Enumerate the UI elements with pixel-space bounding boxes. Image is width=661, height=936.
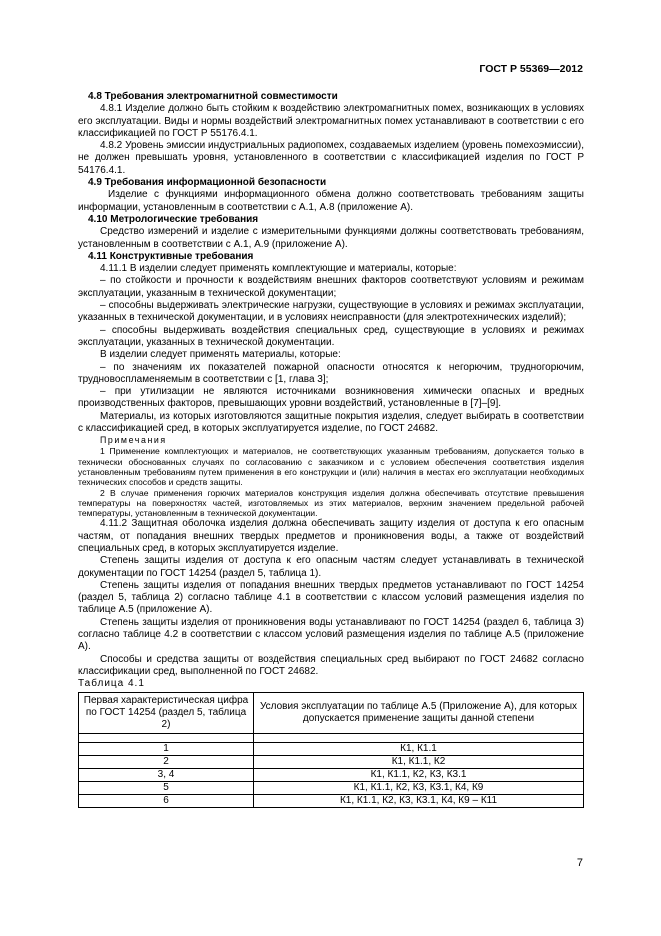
table-cell-conditions: К1, К1.1: [254, 742, 584, 755]
page-number: 7: [576, 857, 583, 869]
paragraph-water: Степень защиты изделия от проникновения воды устанавливают по ГОСТ 14254 (раздел 6, таблица 3) согласно таблице 4.2 в соответствии с классом условий размещения изделия по таблице А.5 (приложение А).: [78, 616, 584, 653]
section-heading-4-11: 4.11 Конструктивные требования: [88, 250, 254, 262]
paragraph-solid-objects: Степень защиты изделия от попадания внешних твердых предметов устанавливают по ГОСТ 14254 (раздел 5, таблица 2) согласно таблице 4.1 в соответствии с классом условий размещения изделия по таблице А.5 (приложение А).: [78, 579, 584, 616]
table-row: [79, 781, 584, 794]
table-header-row: [79, 692, 584, 733]
table-cell-digit: 2: [79, 755, 254, 768]
paragraph-4-9: Изделие с функциями информационного обмена должно соответствовать требованиям защиты информации, установленным в соответствии с А.1, А.8 (приложение А).: [78, 189, 584, 213]
table-row: [79, 794, 584, 807]
note-1: 1 Применение комплектующих и материалов, не соответствующих указанным требованиям, допускается только в технически обоснованных случаях по согласованию с заказчиком и с условием обеспечения соответствия изделия установленным требованиям путем применения в его конструкции и (или) наличия в местах его эксплуатации необходимых технических способов и средств защиты.: [78, 446, 584, 488]
section-heading-4-9: 4.9 Требования информационной безопасности: [88, 177, 327, 189]
notes-label: Примечания: [100, 435, 167, 446]
paragraph-4-8-2: 4.8.2 Уровень эмиссии индустриальных радиопомех, создаваемых изделием (уровень помехоэмиссии), не должен превышать уровня, установленного в соответствии с классификацией изделия по ГОСТ Р 54176.4.1.: [78, 140, 584, 176]
table-cell: [79, 733, 254, 742]
table-cell: [254, 733, 584, 742]
paragraph-4-8-1: 4.8.1 Изделие должно быть стойким к воздействию электромагнитных помех, возникающих в условиях его эксплуатации. Виды и нормы воздействий электромагнитных помех устанавливают в соответствии с его классификацией по ГОСТ Р 55176.4.1.: [78, 103, 584, 139]
paragraph-coatings: Материалы, из которых изготовляются защитные покрытия изделия, следует выбирать в соответствии с классификацией сред, в которых эксплуатируется изделие, по ГОСТ 24682.: [78, 410, 584, 435]
table-cell-digit: 5: [79, 781, 254, 794]
note-2: 2 В случае применения горючих материалов конструкция изделия должна обеспечивать отсутствие превышения температуры на поверхностях частей, изготовляемых из этих материалов, верхним значением предельной рабочей температуры, установленным в технической документации.: [78, 487, 584, 519]
table-header-conditions: Условия эксплуатации по таблице А.5 (Приложение А), для которых допускается применение защиты данной степени: [254, 692, 584, 733]
list-item: – при утилизации не являются источниками возникновения химически опасных и вредных производственных факторов, превышающих уровни воздействий, установленные в [7]–[9].: [78, 386, 584, 410]
section-heading-4-8: 4.8 Требования электромагнитной совместимости: [88, 91, 338, 102]
table-cell-digit: 6: [79, 794, 254, 807]
paragraph-4-11-2: 4.11.2 Защитная оболочка изделия должна обеспечивать защиту изделия от доступа к его опасным частям, от попадания внешних твердых предметов и проникновения воды, а также от воздействий специальных сред, в которых эксплуатируется изделие.: [78, 518, 584, 554]
paragraph-access-protection: Степень защиты изделия от доступа к его опасным частям следует устанавливать в технической документации по ГОСТ 14254 (раздел 5, таблица 1).: [78, 555, 584, 579]
list-item: – по значениям их показателей пожарной опасности относятся к негорючим, трудногорючим, трудновоспламеняемым в соответствии с [1, глава 3];: [78, 361, 584, 385]
table-header-digit: Первая характеристическая цифра по ГОСТ 14254 (раздел 5, таблица 2): [79, 692, 254, 733]
table-spacer-row: [79, 733, 584, 742]
list-item: – способны выдерживать воздействия специальных сред, существующие в условиях и режимах эксплуатации, указанных в технической документации.: [78, 324, 584, 348]
table-cell-conditions: К1, К1.1, К2, К3, К3.1, К4, К9 – К11: [254, 794, 584, 807]
list-item: – по стойкости и прочности к воздействиям внешних факторов соответствуют условиям и режимам эксплуатации, указанным в технической документации;: [78, 275, 584, 299]
table-row: [79, 768, 584, 781]
section-heading-4-10: 4.10 Метрологические требования: [88, 213, 259, 225]
table-cell-conditions: К1, К1.1, К2, К3, К3.1, К4, К9: [254, 781, 584, 794]
table-cell-conditions: К1, К1.1, К2: [254, 755, 584, 768]
document-body: [78, 91, 584, 808]
table-row: [79, 755, 584, 768]
paragraph-materials: В изделии следует применять материалы, которые:: [100, 349, 341, 361]
table-cell-conditions: К1, К1.1, К2, К3, К3.1: [254, 768, 584, 781]
paragraph-special-media: Способы и средства защиты от воздействия специальных сред выбирают по ГОСТ 24682 согласно классификации сред, выполненной по ГОСТ 24682.: [78, 653, 584, 677]
table-cell-digit: 1: [79, 742, 254, 755]
list-item: – способны выдерживать электрические нагрузки, существующие в условиях и режимах эксплуатации, указанных в технической документации, и в условиях неисправности (для электротехнических изделий);: [78, 300, 584, 324]
protection-table: [78, 692, 584, 808]
table-row: [79, 742, 584, 755]
document-code: ГОСТ Р 55369—2012: [479, 63, 583, 75]
paragraph-4-10: Средство измерений и изделие с измерительными функциями должны соответствовать требованиям, установленным в соответствии с А.1, А.9 (приложение А).: [78, 226, 584, 250]
table-caption: Таблица 4.1: [78, 678, 145, 690]
table-cell-digit: 3, 4: [79, 768, 254, 781]
paragraph-4-11-1: 4.11.1 В изделии следует применять комплектующие и материалы, которые:: [100, 263, 457, 275]
